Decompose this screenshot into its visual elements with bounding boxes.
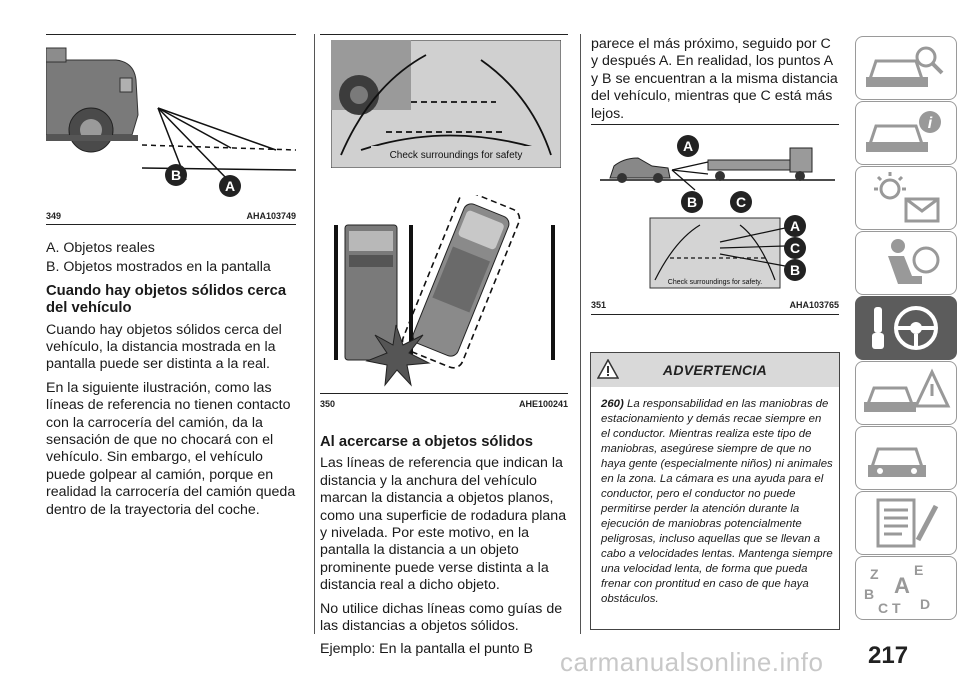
col1-paragraph-2: En la siguiente ilustración, como las líneas de referencia no tienen contacto con la carrocería del camión, da la sensación de que no chocará con el vehículo. Sin embargo, el vehículo puede golpear al camión, porque en realidad la carrocería del camión queda dentro de la trayectoria del coche. [46, 379, 296, 518]
column-1-top-rule [46, 34, 296, 35]
car-info-icon [856, 102, 956, 164]
legend-item-a: A. Objetos reales [46, 240, 155, 256]
figure-350-illustration [331, 195, 561, 390]
car-service-icon [856, 427, 956, 489]
camera-screen-illustration [331, 40, 561, 168]
column-divider-1 [314, 34, 315, 634]
index-letter-z: Z [870, 566, 879, 582]
figure-349-illustration [46, 40, 296, 200]
warning-header [591, 353, 839, 387]
figure-350-top-rule [320, 393, 568, 394]
col1-paragraph-1: Cuando hay objetos sólidos cerca del vehículo, la distancia mostrada en la pantalla puede ser distinta a la real. [46, 321, 282, 373]
figure-350-code: AHE100241 [518, 399, 568, 409]
airbag-seat-icon [856, 232, 956, 294]
side-tab-9[interactable] [855, 556, 957, 620]
figure-349-number: 349 [46, 211, 62, 221]
col3-paragraph: parece el más próximo, seguido por C y después A. En realidad, los puntos A y B se encuentran a la misma distancia del vehículo, mientras que C está más lejos. [591, 36, 838, 122]
figure-351-illustration [600, 130, 835, 290]
figure-349-label-a: A [224, 178, 236, 194]
svg-text:i: i [927, 115, 933, 132]
warning-lights-icon [856, 167, 956, 229]
warning-title: ADVERTENCIA [662, 362, 768, 378]
column-divider-2 [580, 34, 581, 634]
col2-paragraph-2: No utilice dichas líneas como guías de las distancias a objetos sólidos. [320, 600, 563, 635]
index-letter-d: D [920, 596, 931, 612]
column-1-text [46, 240, 300, 525]
figure-351-bottom-rule [591, 314, 839, 315]
section-heading-solid-objects-near: Cuando hay objetos sólidos cerca del vehículo [46, 282, 287, 317]
figure-351-label-top-b: B [686, 194, 698, 210]
figure-350-number: 350 [320, 399, 336, 409]
side-tab-6[interactable] [855, 361, 957, 425]
side-tab-5-active[interactable] [855, 296, 957, 360]
side-tab-4[interactable] [855, 231, 957, 295]
side-tab-7[interactable] [855, 426, 957, 490]
car-search-icon [856, 37, 956, 99]
figure-351-label-top-a: A [682, 138, 694, 154]
index-letters-icon [856, 557, 956, 619]
figure-349-label-b: B [170, 167, 182, 183]
column-2-top-rule [320, 34, 568, 35]
figure-351-top-rule [591, 124, 839, 125]
index-letter-b: B [864, 586, 875, 602]
warning-reference: 260) [601, 398, 624, 410]
col2-paragraph-1: Las líneas de referencia que indican la distancia y la anchura del vehículo marcan la distancia a objetos planos, como una superficie de rodadura plana y nivelada. Por este motivo, en la pantalla la distancia a un objeto prominente puede verse distinta a la distancia real a dicho objeto. [320, 455, 567, 594]
column-3-text [591, 36, 839, 129]
legend-item-b: B. Objetos mostrados en la pantalla [46, 259, 271, 276]
side-tab-1[interactable] [855, 36, 957, 100]
page-number: 217 [868, 642, 909, 669]
index-letter-c: C [878, 600, 889, 616]
figure-351-label-top-c: C [735, 194, 747, 210]
warning-text: La responsabilidad en las maniobras de estacionamiento y demás recae siempre en el conductor. Mientras realiza este tipo de maniobras, asegúrese siempre de que no haya gente (especialmente niños) ni animales en la zona. La cámara es una ayuda para el conductor, pero el conductor no puede permitirse perder la atención durante la ejecución de maniobras potencialmente peligrosas, incluso aquellas que se llevan a cabo a velocidades lentas. Mantenga siempre una velocidad lenta, de forma que pueda frenar con prontitud en caso de que haya obstáculos. [601, 398, 833, 605]
side-tab-8[interactable] [855, 491, 957, 555]
figure-351-label-right-a: A [789, 218, 801, 234]
figure-351-label-right-c: C [789, 240, 801, 256]
column-2-text [320, 432, 572, 665]
section-heading-approaching-solid-objects: Al acercarse a objetos sólidos [320, 434, 534, 450]
checklist-icon [856, 492, 956, 554]
steering-wheel-key-icon [856, 297, 956, 359]
figure-349-code: AHA103749 [246, 211, 296, 221]
figure-349-bottom-rule [46, 224, 296, 225]
warning-body [591, 387, 839, 615]
index-letter-a: A [894, 573, 910, 598]
figure-351-label-right-b: B [789, 262, 801, 278]
figure-351-number: 351 [591, 300, 607, 310]
side-tab-2[interactable] [855, 101, 957, 165]
camera-screen-text: Check surroundings for safety [389, 150, 523, 161]
index-letter-e: E [914, 562, 924, 578]
index-letter-t: T [892, 600, 901, 616]
watermark: carmanualsonline.info [560, 647, 824, 677]
roadside-warning-icon [856, 362, 956, 424]
figure-351-code: AHA103765 [789, 300, 839, 310]
side-tab-3[interactable] [855, 166, 957, 230]
warning-box [590, 352, 840, 630]
figure-351-screen-text: Check surroundings for safety. [667, 279, 763, 286]
col2-paragraph-3: Ejemplo: En la pantalla el punto B [320, 641, 533, 658]
